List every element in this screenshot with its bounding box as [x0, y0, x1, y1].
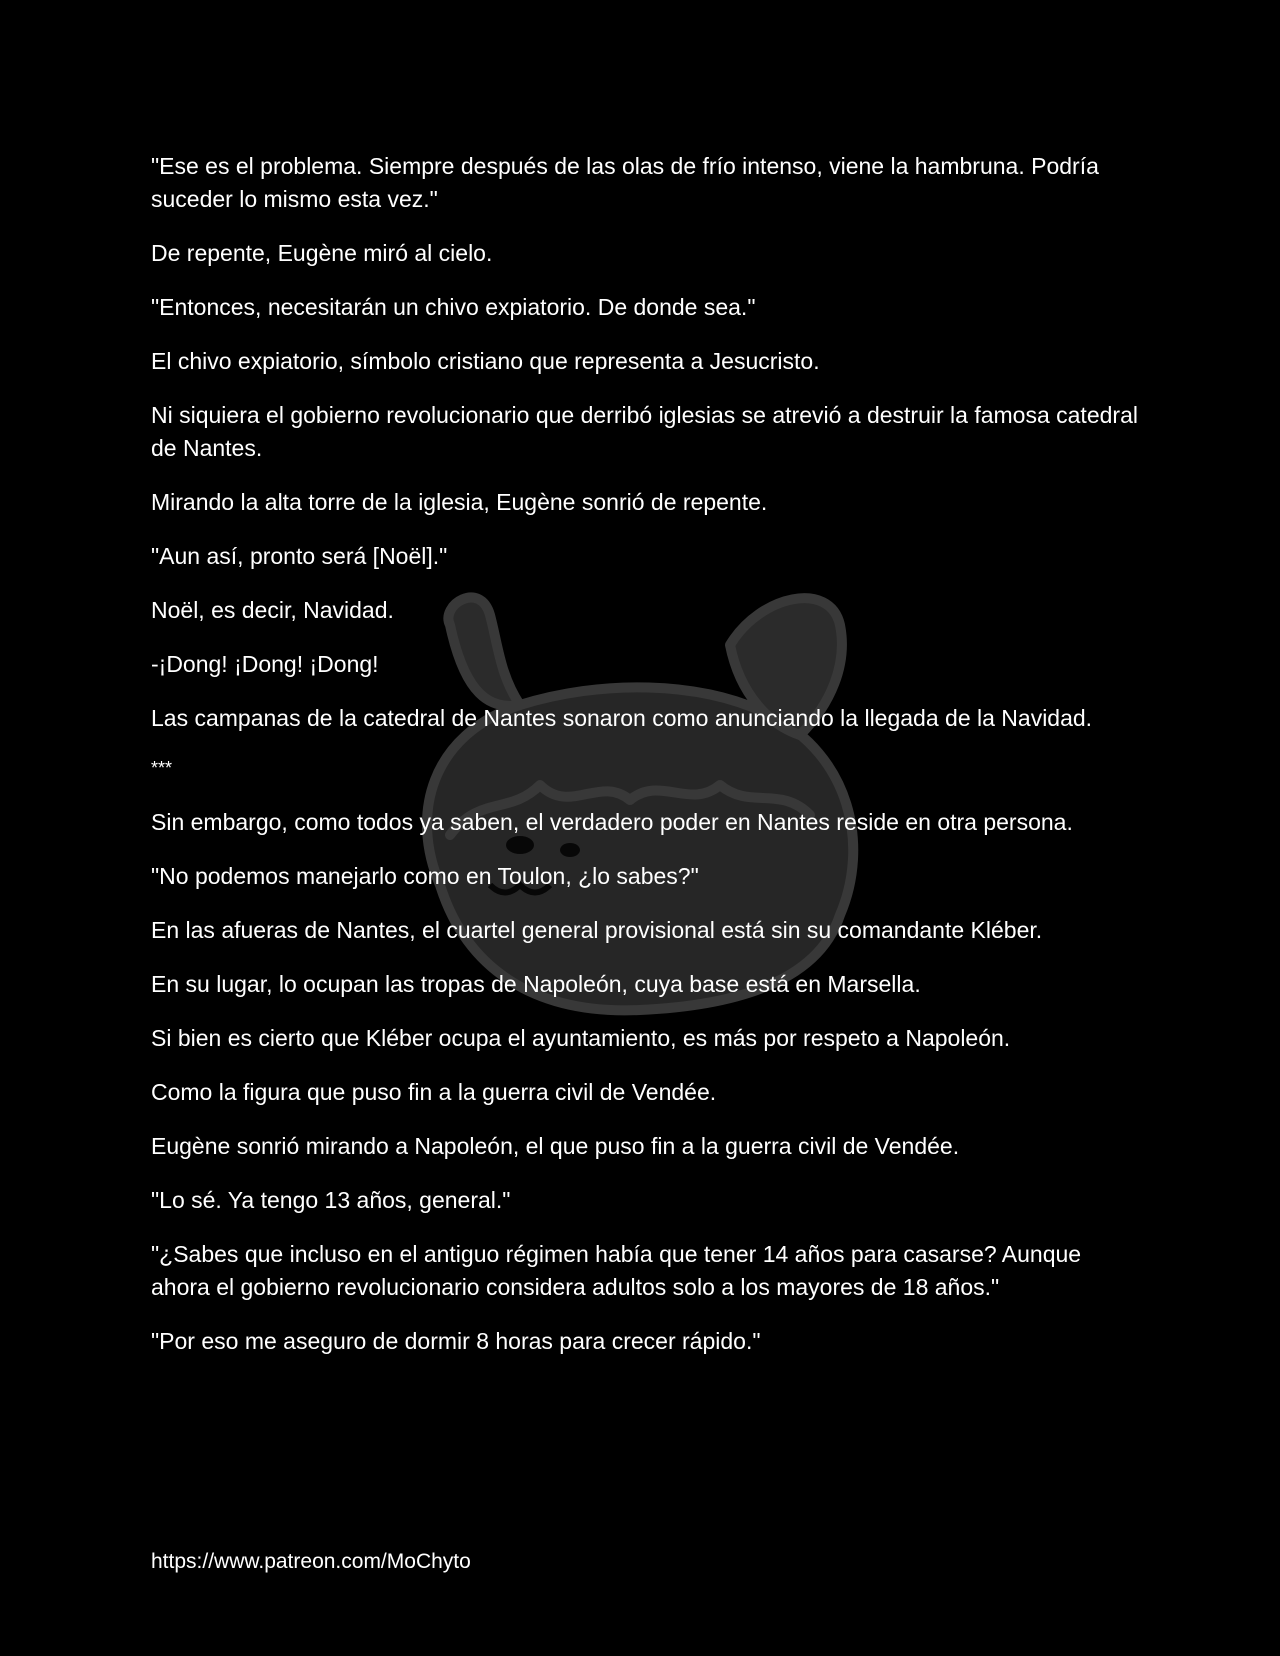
paragraph: En su lugar, lo ocupan las tropas de Napoleón, cuya base está en Marsella.	[151, 971, 921, 997]
paragraph: En las afueras de Nantes, el cuartel general provisional está sin su comandante Kléber.	[151, 917, 1043, 943]
paragraph: "Ese es el problema. Siempre después de las olas de frío intenso, viene la hambruna. Podría suceder lo mismo esta vez."	[151, 153, 1106, 212]
paragraph: Sin embargo, como todos ya saben, el verdadero poder en Nantes reside en otra persona.	[151, 809, 1073, 835]
paragraph: Las campanas de la catedral de Nantes sonaron como anunciando la llegada de la Navidad.	[151, 705, 1093, 731]
paragraph: "Aun así, pronto será [Noël]."	[151, 543, 448, 569]
paragraph: Si bien es cierto que Kléber ocupa el ayuntamiento, es más por respeto a Napoleón.	[151, 1025, 1011, 1051]
paragraph: "No podemos manejarlo como en Toulon, ¿lo sabes?"	[151, 863, 699, 889]
paragraph: Mirando la alta torre de la iglesia, Eugène sonrió de repente.	[151, 489, 768, 515]
paragraph: "Por eso me aseguro de dormir 8 horas para crecer rápido."	[151, 1328, 761, 1354]
paragraph: Ni siquiera el gobierno revolucionario que derribó iglesias se atrevió a destruir la famosa catedral de Nantes.	[151, 402, 1145, 461]
scene-separator: ***	[151, 758, 173, 778]
paragraph: El chivo expiatorio, símbolo cristiano que representa a Jesucristo.	[151, 348, 820, 374]
paragraph: -¡Dong! ¡Dong! ¡Dong!	[151, 651, 379, 677]
patreon-link[interactable]: https://www.patreon.com/MoChyto	[151, 1550, 471, 1573]
paragraph: "Lo sé. Ya tengo 13 años, general."	[151, 1187, 511, 1213]
paragraph: Eugène sonrió mirando a Napoleón, el que puso fin a la guerra civil de Vendée.	[151, 1133, 960, 1159]
paragraph: "¿Sabes que incluso en el antiguo régimen había que tener 14 años para casarse? Aunque ahora el gobierno revolucionario considera adultos solo a los mayores de 18 años."	[151, 1241, 1088, 1300]
paragraph: De repente, Eugène miró al cielo.	[151, 240, 493, 266]
paragraph: Noël, es decir, Navidad.	[151, 597, 394, 623]
story-text	[151, 150, 1145, 1379]
paragraph: Como la figura que puso fin a la guerra civil de Vendée.	[151, 1079, 717, 1105]
paragraph: "Entonces, necesitarán un chivo expiatorio. De donde sea."	[151, 294, 756, 320]
